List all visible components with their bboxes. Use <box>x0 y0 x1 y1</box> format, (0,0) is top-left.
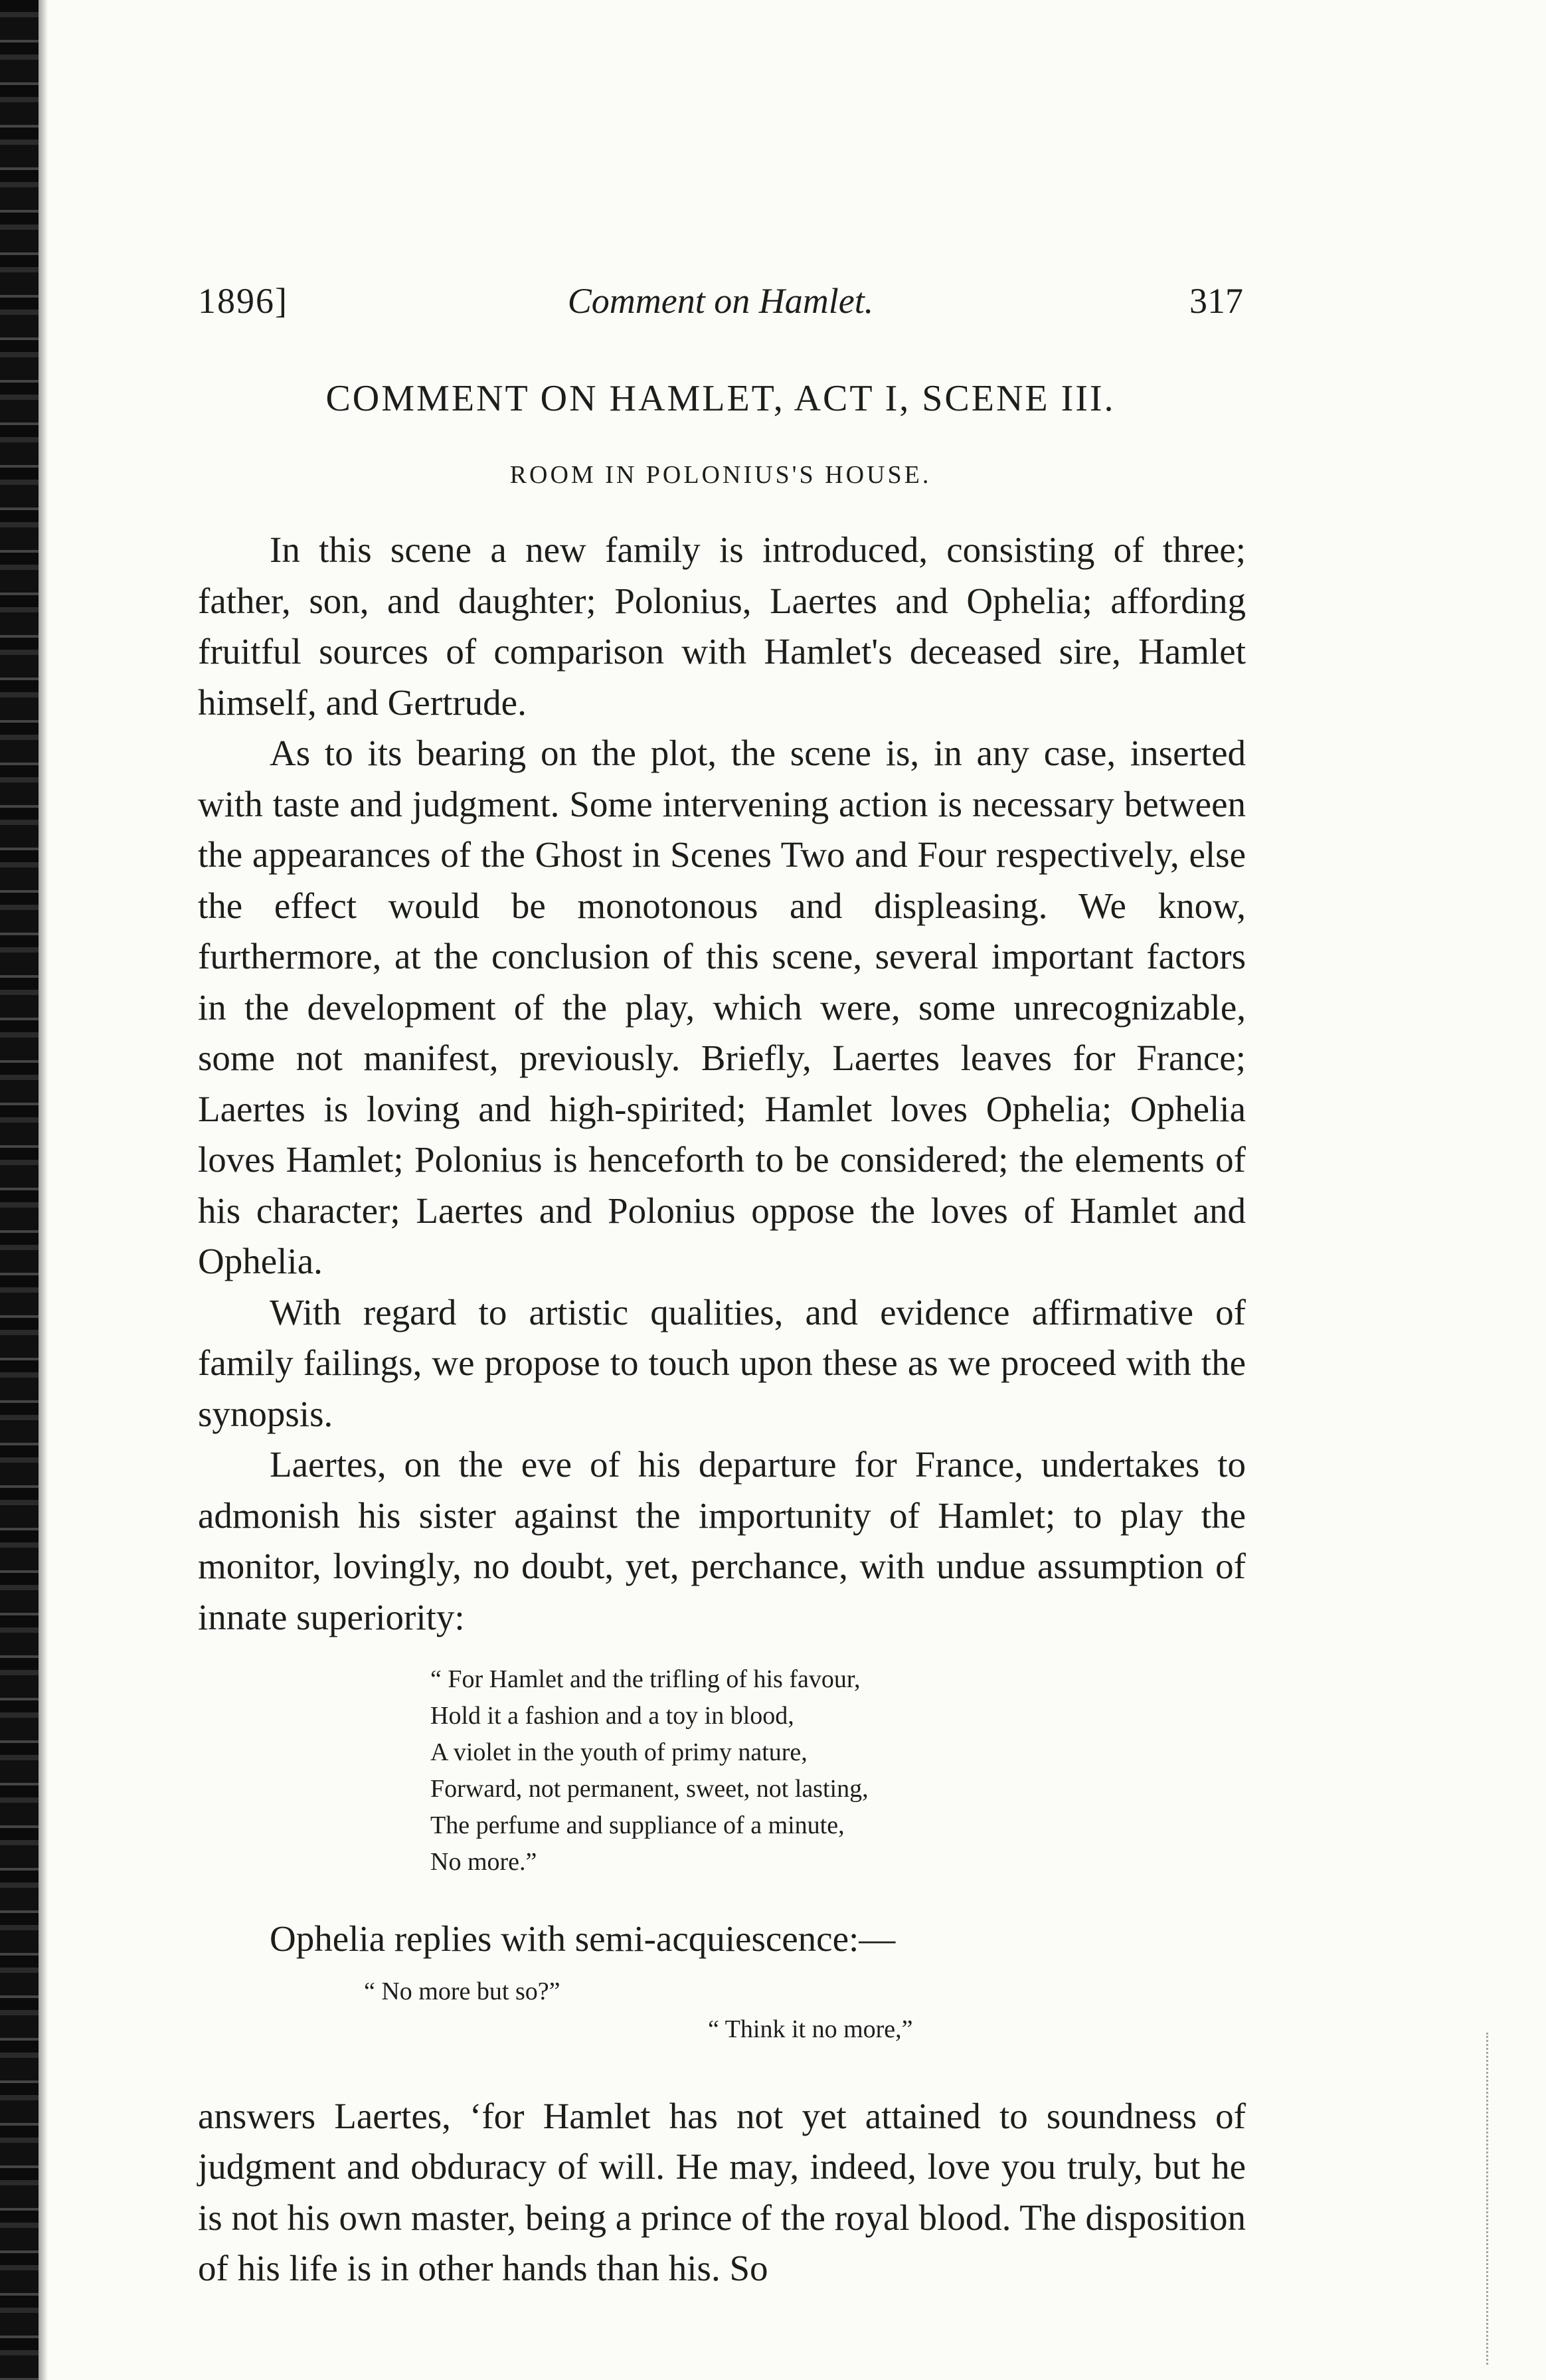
verse-quotation <box>430 1661 1246 1880</box>
paragraph-artistic-qualities: With regard to artistic qualities, and evidence affirmative of family failings, we propose to touch upon these as we proceed with the synopsis. <box>198 1291 1246 1434</box>
dialogue-replies <box>198 1958 1246 2091</box>
scan-margin-marks <box>1486 2033 1528 2365</box>
header-year: 1896] <box>198 281 288 321</box>
verse-line: No more.” <box>430 1848 537 1876</box>
header-running-title: Comment on Hamlet. <box>567 281 874 321</box>
scan-edge-gradient <box>39 0 48 2380</box>
scan-edge-shadow <box>0 0 39 2380</box>
article-title: COMMENT ON HAMLET, ACT I, SCENE III. <box>325 378 1116 419</box>
verse-line: Hold it a fashion and a toy in blood, <box>430 1702 794 1730</box>
verse-line: A violet in the youth of primy nature, <box>430 1738 808 1766</box>
article-body <box>198 525 1246 2294</box>
running-header <box>198 278 1243 324</box>
header-page-number: 317 <box>1189 281 1243 321</box>
paragraph-laertes-answer: answers Laertes, ‘for Hamlet has not yet attained to soundness of judgment and obduracy of will. He may, indeed, love you truly, but he is not his own master, being a prince of the royal blood. The disposition of his life is in other hands than his. So <box>198 2095 1246 2288</box>
reply-ophelia: “ No more but so?” <box>364 1977 560 2005</box>
paragraph-plot-bearing: As to its bearing on the plot, the scene is, in any case, inserted with taste and judgment. Some intervening action is necessary between the appearances of the Ghost in Scenes Two and Four respectively, else the effect would be monotonous and displeasing. We know, furthermore, at the conclusion of this scene, several important factors in the development of the play, which were, some unrecognizable, some not manifest, previously. Briefly, Laertes leaves for France; Laertes is loving and high-spirited; Hamlet loves Ophelia; Ophelia loves Hamlet; Polonius is henceforth to be considered; the elements of his character; Laertes and Polonius oppose the loves of Hamlet and Ophelia. <box>198 733 1246 1281</box>
verse-line: The perfume and suppliance of a minute, <box>430 1811 845 1839</box>
paragraph-ophelia-lead-in: Ophelia replies with semi-acquiescence:— <box>270 1918 896 1959</box>
verse-line: “ For Hamlet and the trifling of his favour, <box>430 1665 861 1693</box>
paragraph-laertes-admonition: Laertes, on the eve of his departure for France, undertakes to admonish his sister against the importunity of Hamlet; to play the monitor, lovingly, no doubt, yet, perchance, with undue assumption of innate superiority: <box>198 1444 1246 1637</box>
verse-line: Forward, not permanent, sweet, not lasting, <box>430 1775 869 1803</box>
scene-location-subtitle: ROOM IN POLONIUS'S HOUSE. <box>509 461 932 489</box>
reply-laertes: “ Think it no more,” <box>708 2015 913 2043</box>
paragraph-introduction: In this scene a new family is introduced, consisting of three; father, son, and daughter; Polonius, Laertes and Ophelia; affording fruitful sources of comparison with Hamlet's deceased sire, Hamlet himself, and Gertrude. <box>198 529 1246 723</box>
